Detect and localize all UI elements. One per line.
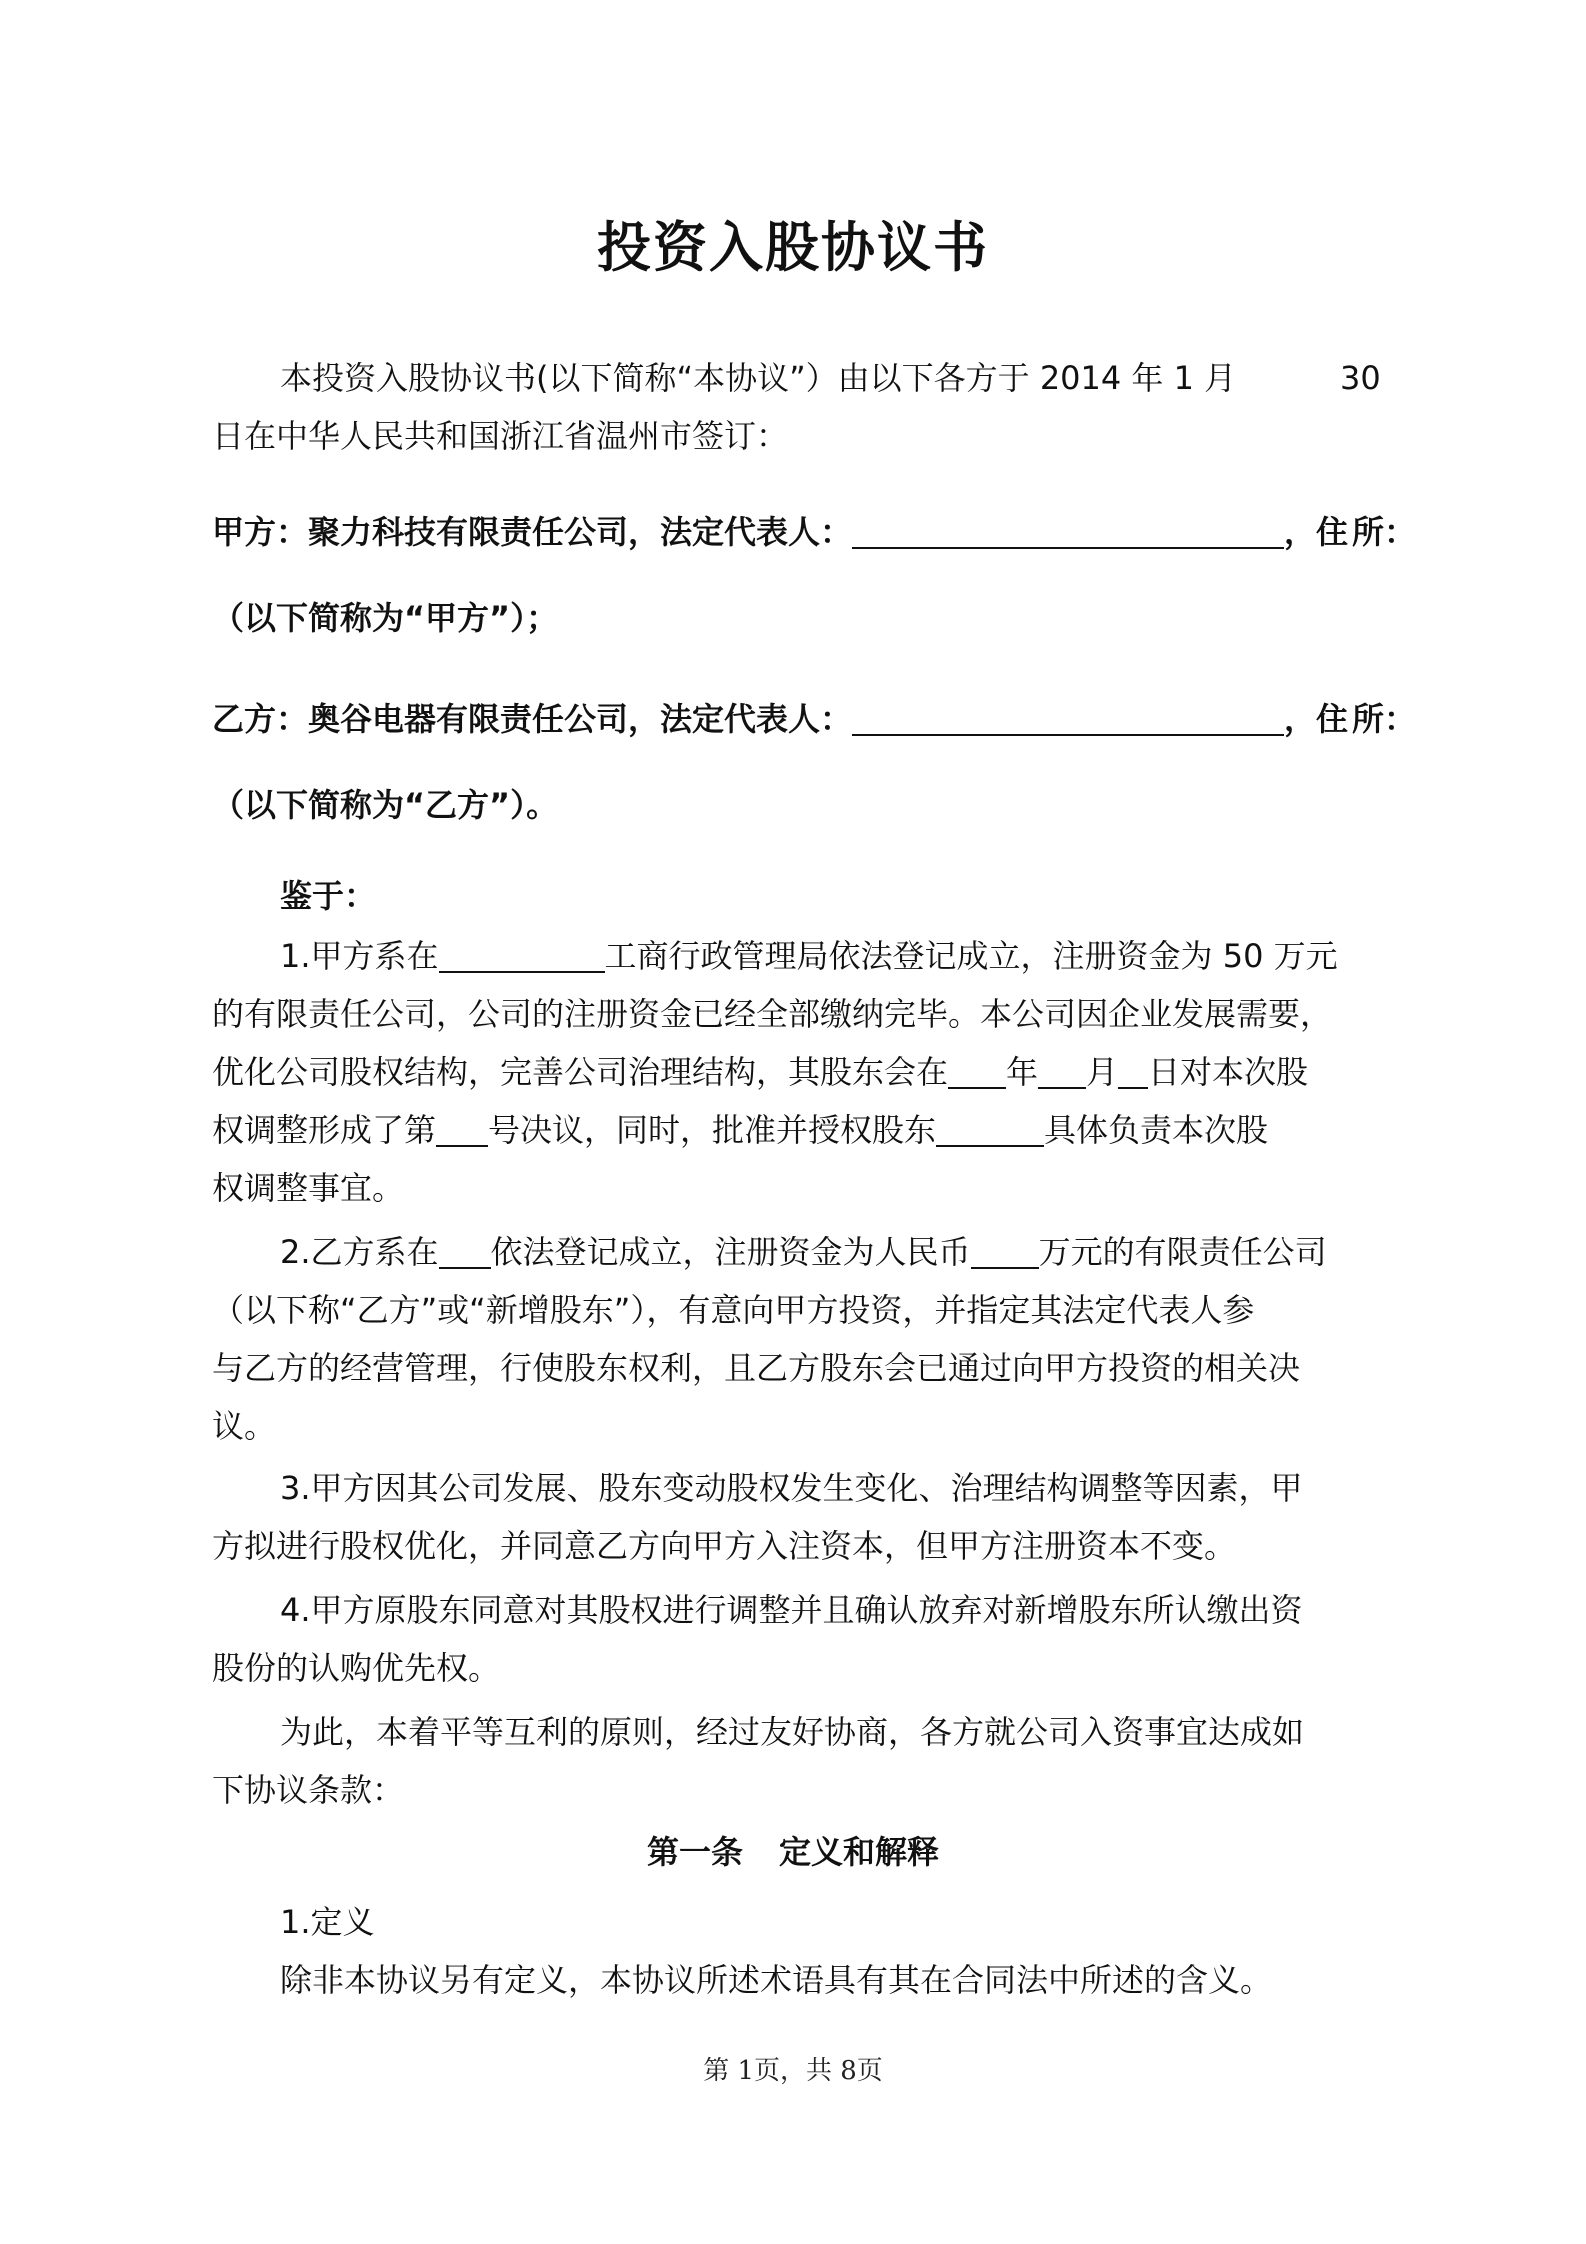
p1-resolution-number-blank[interactable] — [436, 1111, 488, 1147]
p1-registry-blank[interactable] — [439, 937, 605, 973]
p4-line-1: 4.甲方原股东同意对其股权进行调整并且确认放弃对新增股东所认缴出资 — [280, 1591, 1303, 1629]
p1-shareholder-blank[interactable] — [936, 1111, 1044, 1147]
party-a-lead: 甲方：聚力科技有限责任公司，法定代表人： — [212, 513, 853, 551]
intro-line-1 — [280, 356, 1460, 400]
party-b-address-label: ，住 — [1284, 700, 1349, 738]
page-footer: 第 1页，共 8页 — [703, 2056, 883, 2086]
p1-year-label: 年 — [1006, 1053, 1039, 1091]
p2-line-1 — [280, 1230, 1460, 1274]
article-1-heading — [0, 1830, 1586, 1874]
p1-line-5: 权调整事宜。 — [212, 1169, 405, 1207]
p2-text-b: 依法登记成立，注册资金为人民币 — [490, 1233, 971, 1271]
document-title: 投资入股协议书 — [597, 216, 989, 279]
party-a-representative-blank[interactable] — [852, 513, 1284, 549]
p1-text-a: 1.甲方系在 — [280, 937, 439, 975]
party-a-address-label-2: 所： — [1352, 513, 1417, 551]
whereas-heading: 鉴于： — [280, 877, 377, 915]
p1-text-3a: 优化公司股权结构，完善公司治理结构，其股东会在 — [212, 1053, 949, 1091]
definition-text: 除非本协议另有定义，本协议所述术语具有其在合同法中所述的含义。 — [280, 1961, 1273, 1999]
p1-month-label: 月 — [1086, 1053, 1119, 1091]
p1-text-b: 工商行政管理局依法登记成立，注册资金为 50 万元 — [604, 937, 1338, 975]
party-b-line — [212, 697, 1392, 741]
party-a-abbr: （以下简称为“甲方”）； — [212, 599, 559, 637]
p2-text-a: 2.乙方系在 — [280, 1233, 439, 1271]
party-a-address-label: ，住 — [1284, 513, 1349, 551]
party-a-line — [212, 510, 1392, 554]
p2-line-2: （以下称“乙方”或“新增股东”），有意向甲方投资，并指定其法定代表人参 — [212, 1291, 1255, 1329]
p3-line-2: 方拟进行股权优化，并同意乙方向甲方入注资本，但甲方注册资本不变。 — [212, 1527, 1237, 1565]
p2-line-3: 与乙方的经营管理，行使股东权利，且乙方股东会已通过向甲方投资的相关决 — [212, 1349, 1301, 1387]
p1-text-4a: 权调整形成了第 — [212, 1111, 437, 1149]
party-b-lead: 乙方：奥谷电器有限责任公司，法定代表人： — [212, 700, 853, 738]
article-1-title: 定义和解释 — [779, 1833, 940, 1871]
definition-heading: 1.定义 — [280, 1903, 375, 1941]
p1-day-blank[interactable] — [1118, 1053, 1148, 1089]
p2-text-c: 万元的有限责任公司 — [1038, 1233, 1327, 1271]
p1-month-blank[interactable] — [1038, 1053, 1086, 1089]
p1-text-4c: 具体负责本次股 — [1044, 1111, 1269, 1149]
p1-text-4b: 号决议，同时，批准并授权股东 — [488, 1111, 937, 1149]
p5-line-1: 为此，本着平等互利的原则，经过友好协商，各方就公司入资事宜达成如 — [280, 1713, 1305, 1751]
party-b-abbr: （以下简称为“乙方”）。 — [212, 786, 559, 824]
intro-text-1: 本投资入股协议书(以下简称“本协议”）由以下各方于 2014 年 1 月 — [280, 359, 1237, 397]
p4-line-2: 股份的认购优先权。 — [212, 1649, 501, 1687]
intro-day: 30 — [1340, 359, 1381, 397]
p2-line-4: 议。 — [212, 1407, 277, 1445]
article-1-number: 第一条 — [646, 1833, 743, 1871]
p1-line-2: 的有限责任公司，公司的注册资金已经全部缴纳完毕。本公司因企业发展需要， — [212, 995, 1333, 1033]
party-b-address-label-2: 所： — [1352, 700, 1417, 738]
p5-line-2: 下协议条款： — [212, 1771, 405, 1809]
p2-capital-blank[interactable] — [971, 1233, 1039, 1269]
p1-line-1 — [280, 934, 1460, 978]
party-b-representative-blank[interactable] — [852, 700, 1284, 736]
p2-place-blank[interactable] — [439, 1233, 491, 1269]
p1-line-3 — [212, 1050, 1392, 1094]
p1-text-3d: 日对本次股 — [1148, 1053, 1309, 1091]
p1-line-4 — [212, 1108, 1392, 1152]
intro-line-2: 日在中华人民共和国浙江省温州市签订： — [212, 417, 789, 455]
p3-line-1: 3.甲方因其公司发展、股东变动股权发生变化、治理结构调整等因素，甲 — [280, 1469, 1303, 1507]
p1-year-blank[interactable] — [948, 1053, 1006, 1089]
